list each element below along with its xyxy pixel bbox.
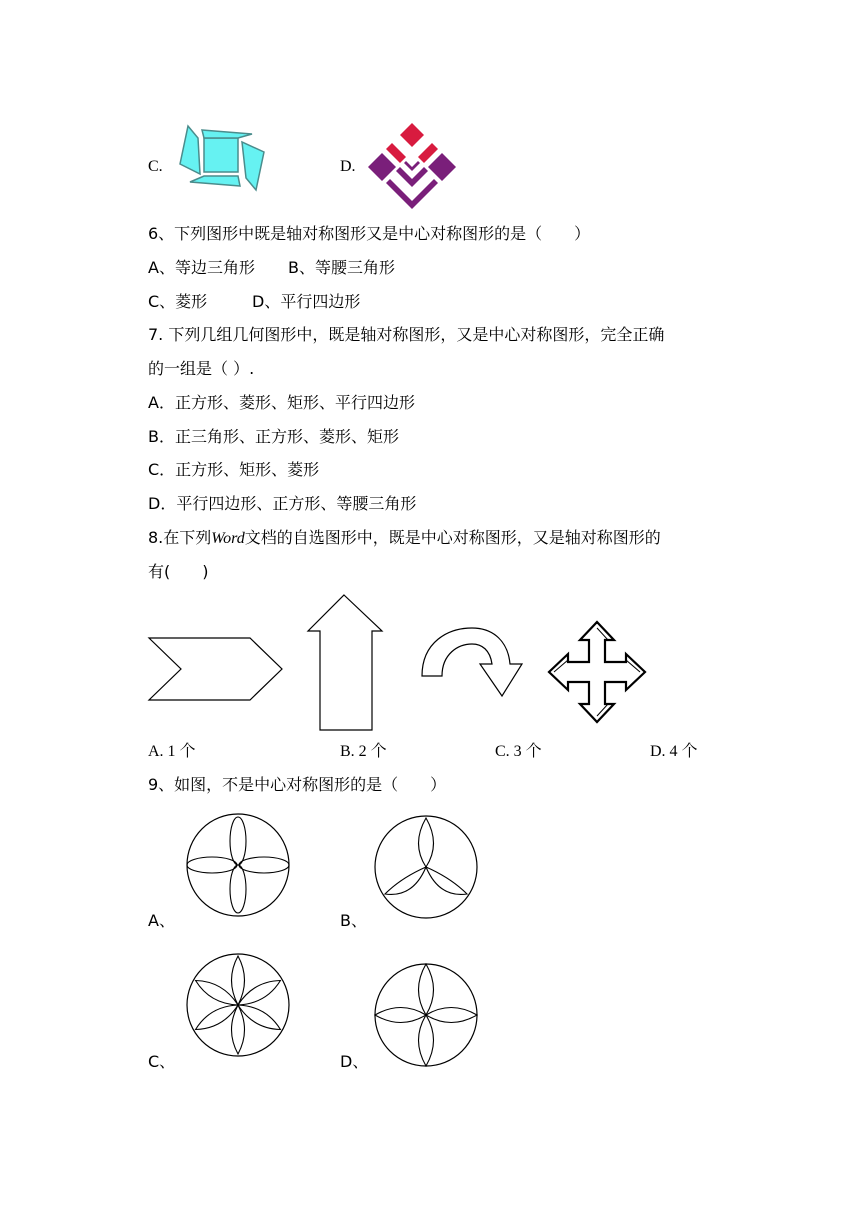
q9-option-b: B、 bbox=[340, 911, 367, 930]
circle-six-petal-figure-c bbox=[185, 952, 291, 1058]
pinwheel-figure bbox=[176, 120, 268, 196]
q8-option-c: C. 3 个 bbox=[495, 743, 542, 760]
four-way-arrow-figure bbox=[546, 620, 648, 724]
curved-arrow-figure bbox=[420, 626, 526, 698]
circle-four-petal-figure-a bbox=[185, 812, 291, 918]
q8-stem-pre: 8.在下列 bbox=[148, 528, 212, 547]
q7-option-a: A．正方形、菱形、矩形、平行四边形 bbox=[148, 393, 415, 412]
q6-stem: 6、下列图形中既是轴对称图形又是中心对称图形的是（ ） bbox=[148, 224, 591, 243]
q8-stem-line1 bbox=[148, 528, 661, 549]
q9-option-a: A、 bbox=[148, 911, 175, 930]
q7-option-d: D．平行四边形、正方形、等腰三角形 bbox=[148, 494, 417, 513]
q8-option-b: B. 2 个 bbox=[340, 743, 387, 760]
q9-stem: 9、如图，不是中心对称图形的是（ ） bbox=[148, 775, 447, 794]
q5-option-d-label: D. bbox=[340, 158, 356, 175]
q5-option-c-label: C. bbox=[148, 158, 163, 175]
q8-stem-line2: 有( ) bbox=[148, 562, 209, 581]
q6-option-d: D、平行四边形 bbox=[252, 292, 361, 311]
q8-option-a: A. 1 个 bbox=[148, 743, 196, 760]
q6-option-a: A、等边三角形 bbox=[148, 258, 255, 277]
circle-four-petal-figure-d bbox=[373, 962, 479, 1068]
q6-option-b: B、等腰三角形 bbox=[288, 258, 395, 277]
up-arrow-figure bbox=[306, 594, 384, 732]
q9-option-c: C、 bbox=[148, 1052, 176, 1071]
q8-option-d: D. 4 个 bbox=[650, 743, 698, 760]
chevron-shape-figure bbox=[148, 636, 284, 702]
q7-stem-line1: 7. 下列几组几何图形中，既是轴对称图形，又是中心对称图形，完全正确 bbox=[148, 325, 665, 344]
q7-option-c: C．正方形、矩形、菱形 bbox=[148, 460, 320, 479]
diamond-pattern-figure bbox=[366, 121, 458, 213]
circle-three-petal-figure-b bbox=[373, 814, 479, 920]
q7-option-b: B．正三角形、正方形、菱形、矩形 bbox=[148, 427, 399, 446]
q6-option-c: C、菱形 bbox=[148, 292, 208, 311]
q9-option-d: D、 bbox=[340, 1052, 369, 1071]
q8-stem-word: Word bbox=[211, 530, 245, 547]
q7-stem-line2: 的一组是（ ）. bbox=[148, 359, 255, 378]
q8-stem-post: 文档的自选图形中，既是中心对称图形，又是轴对称图形的 bbox=[244, 528, 661, 547]
